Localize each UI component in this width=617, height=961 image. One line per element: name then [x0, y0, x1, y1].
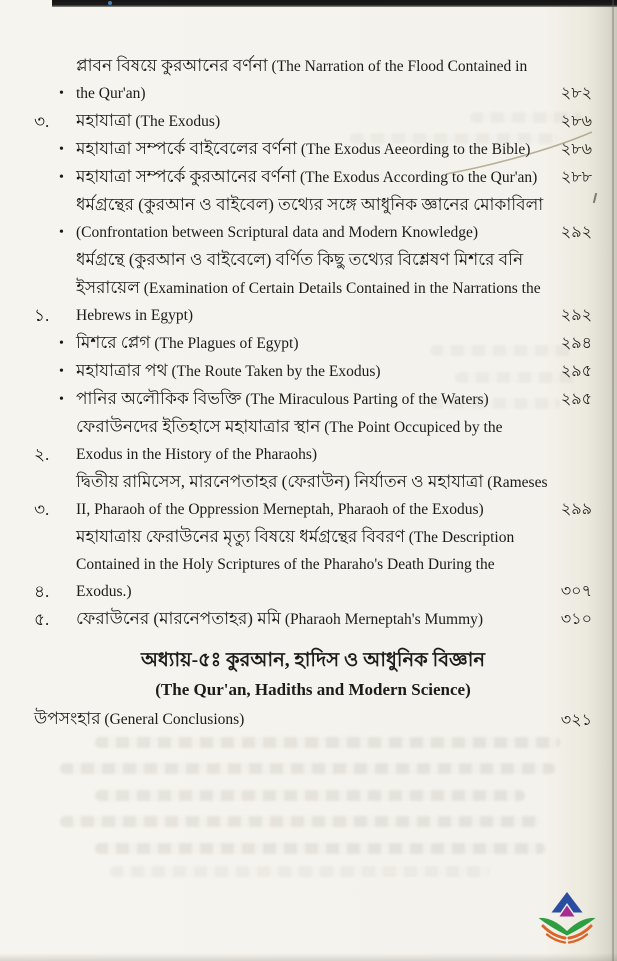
- toc-entry-marker: •: [59, 392, 64, 407]
- toc-entry-text: [76, 163, 548, 191]
- toc-entry-page-number: ৩১০: [560, 611, 592, 628]
- toc-entry: [34, 163, 592, 191]
- toc-entry-marker: ৫.: [34, 610, 50, 629]
- toc-entry-english: (The Description Contained in the Holy Scriptures of the Pharaho's Death During the Exodus.): [76, 529, 515, 600]
- toc-entry-page-number: ২৯৯: [560, 501, 592, 518]
- toc-entry-text: [76, 135, 548, 163]
- toc-entry: [34, 385, 592, 413]
- toc-entry-marker: •: [59, 142, 64, 157]
- bleed-through-smudge: [95, 843, 545, 854]
- toc-entry-english: (The Plagues of Egypt): [154, 335, 299, 352]
- toc-entry-english: (The Narration of the Flood Contained in the Qur'an): [76, 58, 528, 102]
- toc-entry-page-number: ২৯২: [560, 224, 592, 241]
- toc-entry-text: [76, 605, 548, 633]
- toc-entry-bangla: মহাযাত্রা: [76, 111, 132, 130]
- scan-artifact-tick: [593, 193, 597, 203]
- toc-entry-bangla: ফেরাউনদের ইতিহাসে মহাযাত্রার স্থান: [76, 417, 321, 436]
- open-book-arrow-logo-icon: [538, 891, 596, 945]
- toc-entry-page-number: ২৮৮: [560, 169, 592, 186]
- toc-entry-bangla: ধর্মগ্রন্থে (কুরআন ও বাইবেলে) বর্ণিত কিছু তথ্যের বিশ্লেষণ মিশরে বনি ইসরায়েল: [76, 250, 524, 297]
- bleed-through-smudge: [110, 866, 490, 877]
- toc-entry-marker: ২.: [34, 445, 50, 464]
- toc-entry: [34, 246, 592, 329]
- toc-entry-text: [76, 191, 548, 246]
- toc-entry-text: [76, 357, 548, 385]
- toc-entry-bangla: মহাযাত্রা সম্পর্কে কুরআনের বর্ণনা: [76, 167, 297, 186]
- toc-entry-page-number: ২৮৬: [560, 113, 592, 130]
- toc-entry-marker: •: [59, 86, 64, 101]
- bleed-through-smudge: [95, 737, 560, 748]
- table-of-contents: [34, 52, 592, 734]
- toc-entry-marker: •: [59, 336, 64, 351]
- toc-entry-text: [76, 385, 548, 413]
- toc-entry-english: (The Route Taken by the Exodus): [171, 363, 381, 380]
- chapter-heading: [34, 646, 592, 703]
- toc-entry: [34, 523, 592, 605]
- toc-entry: [34, 107, 592, 135]
- toc-entry-english: (The Miraculous Parting of the Waters): [245, 391, 489, 408]
- toc-entry-list: [34, 52, 592, 633]
- conclusion-bangla: উপসংহার: [34, 709, 101, 728]
- toc-entry-english: (Examination of Certain Details Contained in the Narrations the Hebrews in Egypt): [76, 280, 541, 324]
- toc-entry-bangla: দ্বিতীয় রামিসেস, মারনেপতাহর (ফেরাউন) নির্যাতন ও মহাযাত্রা: [76, 472, 484, 491]
- toc-entry-text: [76, 523, 548, 605]
- toc-entry-marker: ৪.: [34, 582, 50, 601]
- toc-entry-page-number: ২৯২: [560, 307, 592, 324]
- toc-entry: [34, 413, 592, 468]
- toc-entry: [34, 605, 592, 633]
- toc-entry: [34, 329, 592, 357]
- bleed-through-smudge: [60, 816, 540, 827]
- toc-entry-marker: •: [59, 170, 64, 185]
- toc-entry-bangla: মিশরে প্লেগ: [76, 333, 151, 352]
- toc-entry: [34, 52, 592, 107]
- toc-entry-marker: ৩.: [34, 112, 50, 131]
- toc-entry-page-number: ২৯৫: [560, 391, 592, 408]
- toc-entry-text: [76, 413, 548, 468]
- page-right-edge-shadow: [612, 0, 614, 961]
- toc-entry-bangla: মহাযাত্রা সম্পর্কে বাইবেলের বর্ণনা: [76, 139, 298, 158]
- toc-entry-text: [76, 52, 548, 107]
- toc-entry-bangla: মহাযাত্রায় ফেরাউনের মৃত্যু বিষয়ে ধর্মগ্রন্থের বিবরণ: [76, 527, 405, 546]
- toc-entry-bangla: ধর্মগ্রন্থের (কুরআন ও বাইবেল) তথ্যের সঙ্গে আধুনিক জ্ঞানের মোকাবিলা: [76, 195, 544, 214]
- toc-entry-english: (The Exodus According to the Qur'an): [299, 169, 538, 186]
- toc-entry-bangla: পানির অলৌকিক বিভক্তি: [76, 389, 242, 408]
- toc-entry-page-number: ২৯৪: [560, 335, 592, 352]
- conclusion-page-number: ৩২১: [560, 712, 592, 729]
- toc-entry-text: [76, 246, 548, 329]
- toc-entry-english: (Rameses II, Pharaoh of the Oppression Merneptah, Pharaoh of the Exodus): [76, 474, 548, 518]
- conclusion-text: [34, 705, 548, 734]
- chapter-heading-bangla: অধ্যায়-৫ঃ কুরআন, হাদিস ও আধুনিক বিজ্ঞান: [140, 650, 486, 671]
- toc-entry-page-number: ২৯৫: [560, 363, 592, 380]
- toc-entry-english: (The Exodus): [135, 113, 221, 130]
- toc-entry-bangla: মহাযাত্রার পথ: [76, 361, 168, 380]
- page-top-scan-edge: [52, 0, 617, 7]
- toc-entry: [34, 468, 592, 523]
- toc-entry-page-number: ৩০৭: [560, 583, 592, 600]
- toc-entry-english: (Pharaoh Merneptah's Mummy): [284, 611, 484, 628]
- scan-edge-dot: [108, 1, 112, 5]
- toc-entry-marker: •: [59, 364, 64, 379]
- toc-entry-bangla: প্লাবন বিষয়ে কুরআনের বর্ণনা: [76, 56, 268, 75]
- toc-entry: [34, 191, 592, 246]
- toc-entry-page-number: ২৮২: [560, 85, 592, 102]
- bleed-through-smudge: [60, 763, 555, 774]
- toc-entry-bangla: ফেরাউনের (মারনেপতাহর) মমি: [76, 609, 281, 628]
- conclusion-row: [34, 705, 592, 734]
- bleed-through-smudge: [95, 790, 525, 801]
- toc-entry-text: [76, 329, 548, 357]
- toc-entry: [34, 357, 592, 385]
- toc-entry-text: [76, 107, 548, 135]
- toc-entry-marker: •: [59, 225, 64, 240]
- toc-entry-english: (Confrontation between Scriptural data and Modern Knowledge): [76, 224, 479, 241]
- toc-entry-marker: ৩.: [34, 500, 50, 519]
- toc-entry-marker: ১.: [34, 306, 50, 325]
- toc-entry: [34, 135, 592, 163]
- toc-entry-english: (The Point Occupiced by the Exodus in the History of the Pharaohs): [76, 419, 503, 463]
- toc-entry-page-number: ২৮৬: [560, 141, 592, 158]
- toc-entry-english: (The Exodus Aeeording to the Bible): [300, 141, 531, 158]
- chapter-heading-english: (The Qur'an, Hadiths and Modern Science): [155, 680, 471, 699]
- page-bottom-edge-shadow: [0, 953, 617, 961]
- conclusion-english: (General Conclusions): [104, 711, 245, 728]
- toc-entry-text: [76, 468, 548, 523]
